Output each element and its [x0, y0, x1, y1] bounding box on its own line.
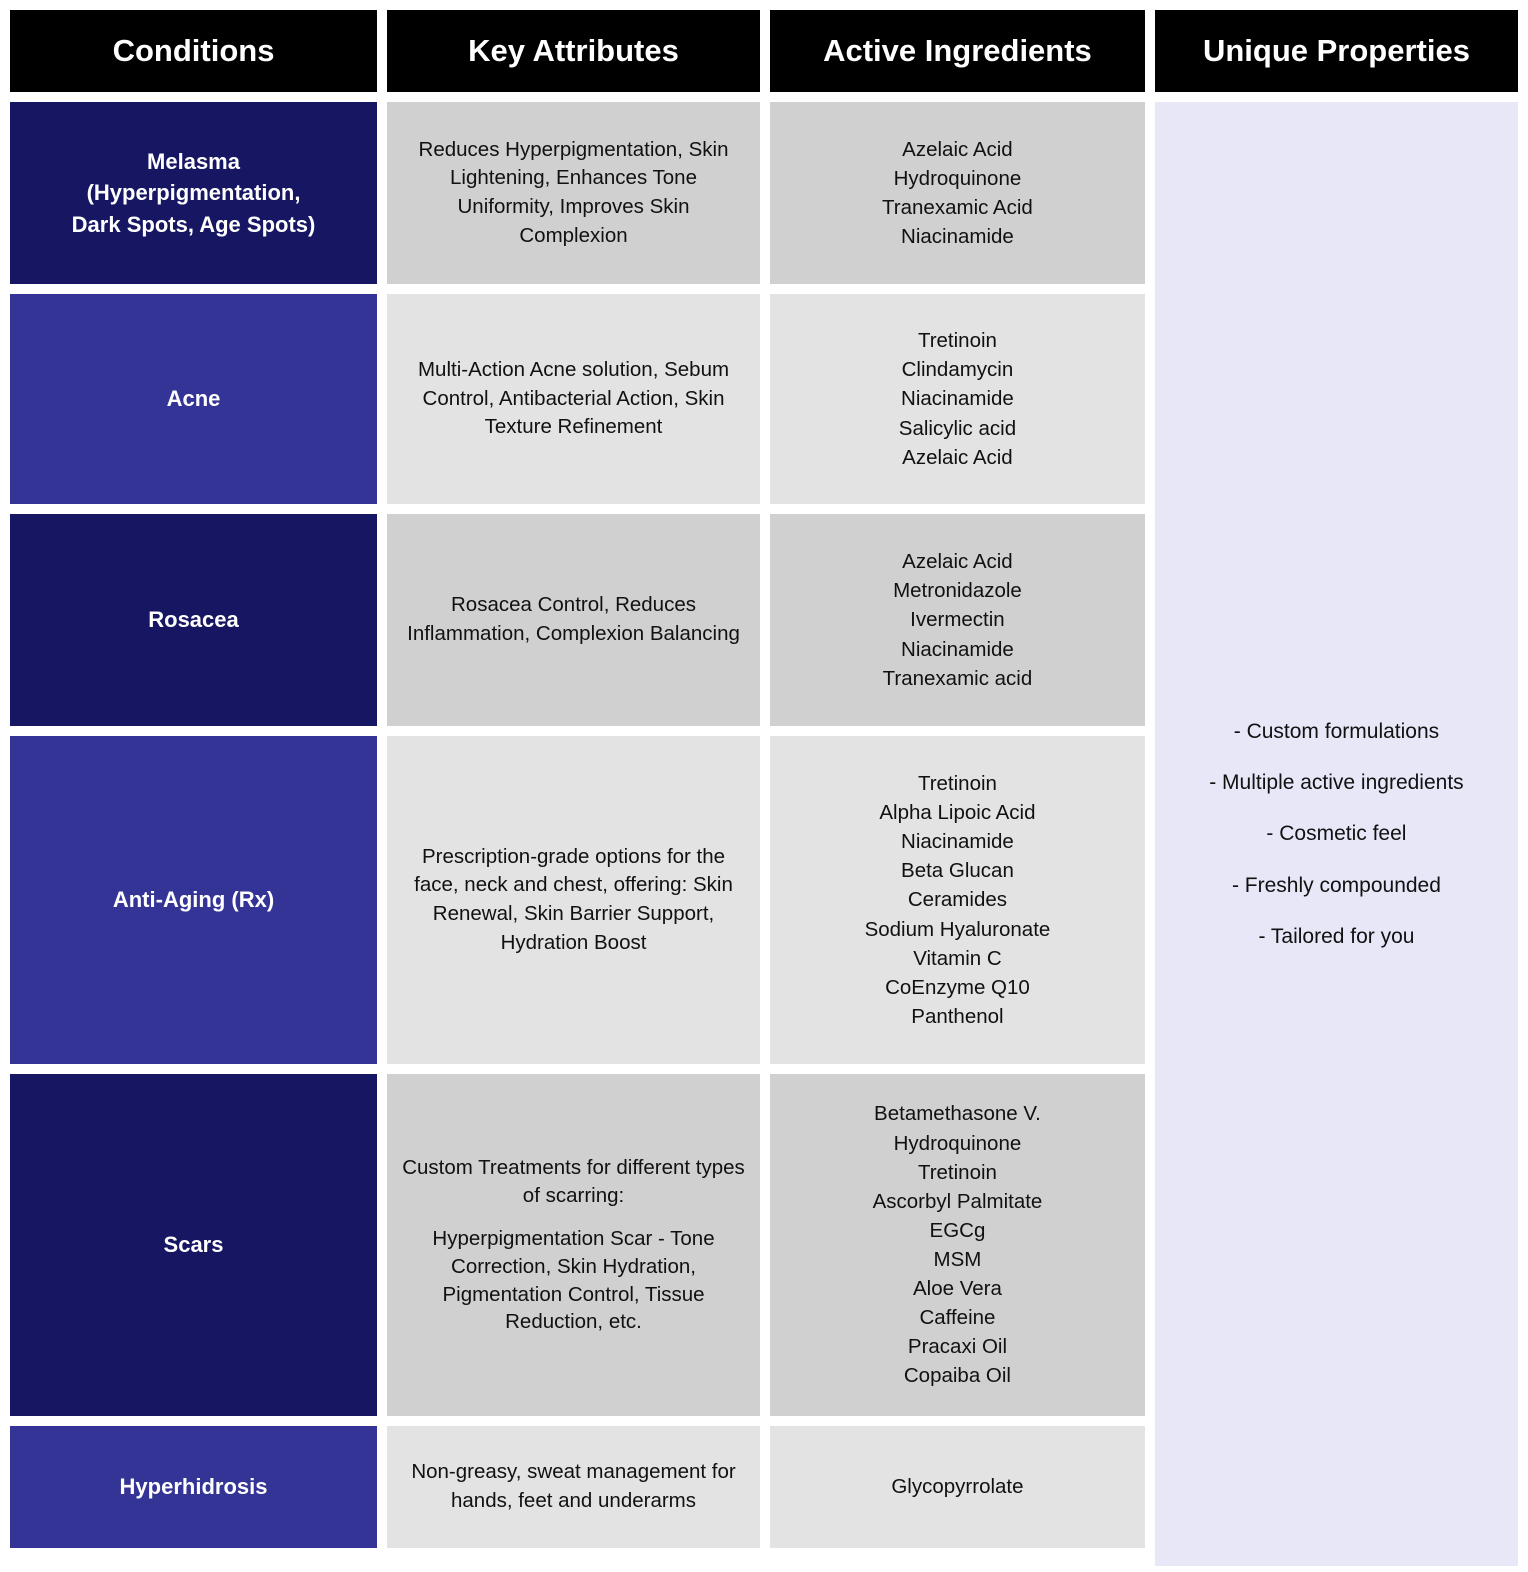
- column-conditions: [10, 10, 377, 1566]
- attributes-cell-melasma: Reduces Hyperpigmentation, Skin Lightening, Enhances Tone Uniformity, Improves Skin Complexion: [387, 102, 760, 284]
- ingredient-item: CoEnzyme Q10: [885, 975, 1030, 999]
- condition-cell-scars: Scars: [10, 1074, 377, 1416]
- ingredient-item: Tretinoin: [917, 772, 997, 795]
- ingredient-item: Panthenol: [911, 1004, 1004, 1028]
- condition-line: (Hyperpigmentation,: [86, 180, 301, 206]
- ingredient-item: Tranexamic Acid: [882, 196, 1033, 219]
- condition-cell-hyperhidrosis: Hyperhidrosis: [10, 1426, 377, 1548]
- ingredient-item: Copaiba Oil: [903, 1364, 1011, 1388]
- unique-property-item: - Multiple active ingredients: [1209, 771, 1464, 795]
- ingredients-cell-anti-aging: [770, 736, 1145, 1064]
- ingredient-item: Metronidazole: [893, 579, 1022, 603]
- ingredients-cell-scars: [770, 1074, 1145, 1416]
- ingredient-item: Niacinamide: [901, 830, 1014, 854]
- unique-property-item: - Freshly compounded: [1231, 873, 1441, 897]
- ingredient-item: Azelaic Acid: [902, 550, 1013, 574]
- unique-property-item: - Custom formulations: [1233, 719, 1440, 743]
- ingredient-item: Niacinamide: [901, 637, 1014, 661]
- ingredients-cell-hyperhidrosis: [770, 1426, 1145, 1548]
- ingredient-item: Clindamycin: [901, 358, 1014, 382]
- unique-property-item: - Tailored for you: [1258, 924, 1415, 948]
- ingredient-item: Niacinamide: [901, 225, 1014, 249]
- ingredient-item: Glycopyrrolate: [891, 1475, 1024, 1499]
- condition-cell-acne: Acne: [10, 294, 377, 504]
- attributes-cell-acne: Multi-Action Acne solution, Sebum Control, Antibacterial Action, Skin Texture Refinement: [387, 294, 760, 504]
- ingredient-item: Tretinoin: [917, 1160, 997, 1184]
- attributes-cell-hyperhidrosis: Non-greasy, sweat management for hands, feet and underarms: [387, 1426, 760, 1548]
- condition-line: Dark Spots, Age Spots): [71, 211, 316, 237]
- ingredient-item: Sodium Hyaluronate: [864, 917, 1051, 941]
- ingredient-item: Alpha Lipoic Acid: [879, 801, 1036, 825]
- header-active-ingredients: Active Ingredients: [770, 10, 1145, 92]
- ingredient-item: Tretinoin: [917, 329, 997, 353]
- unique-property-item: - Cosmetic feel: [1266, 822, 1407, 846]
- ingredients-cell-rosacea: [770, 514, 1145, 726]
- ingredient-item: Ivermectin: [910, 608, 1005, 632]
- unique-properties-panel: [1155, 102, 1518, 1566]
- ingredient-item: Hydroquinone: [893, 1131, 1022, 1155]
- column-key-attributes: [387, 10, 760, 1566]
- attributes-paragraph: Custom Treatments for different types of scarring:: [402, 1155, 745, 1207]
- attributes-paragraph: Hyperpigmentation Scar - Tone Correction, Skin Hydration, Pigmentation Control, Tissue Reduction, etc.: [432, 1227, 715, 1334]
- ingredient-item: Azelaic Acid: [902, 137, 1013, 161]
- ingredient-item: Salicylic acid: [898, 416, 1017, 440]
- ingredient-item: Caffeine: [919, 1306, 996, 1330]
- ingredient-item: Betamethasone V.: [874, 1102, 1041, 1126]
- column-active-ingredients: [770, 10, 1145, 1566]
- condition-cell-melasma: [10, 102, 377, 284]
- ingredient-item: Vitamin C: [913, 946, 1002, 970]
- condition-cell-rosacea: Rosacea: [10, 514, 377, 726]
- ingredients-cell-melasma: [770, 102, 1145, 284]
- attributes-cell-scars: [387, 1074, 760, 1416]
- ingredient-item: Aloe Vera: [912, 1277, 1002, 1301]
- attributes-cell-anti-aging: Prescription-grade options for the face, neck and chest, offering: Skin Renewal, Skin Barrier Support, Hydration Boost: [387, 736, 760, 1064]
- ingredient-item: Beta Glucan: [901, 859, 1014, 883]
- header-conditions: Conditions: [10, 10, 377, 92]
- column-unique-properties: [1155, 10, 1518, 1566]
- ingredient-item: Ceramides: [907, 888, 1007, 912]
- condition-cell-anti-aging: Anti-Aging (Rx): [10, 736, 377, 1064]
- attributes-cell-rosacea: Rosacea Control, Reduces Inflammation, Complexion Balancing: [387, 514, 760, 726]
- ingredient-item: Ascorbyl Palmitate: [872, 1189, 1043, 1213]
- ingredient-item: Niacinamide: [901, 387, 1014, 411]
- ingredient-item: Hydroquinone: [893, 166, 1022, 190]
- ingredient-item: Azelaic Acid: [902, 445, 1013, 469]
- ingredient-item: MSM: [933, 1248, 982, 1271]
- header-unique-properties: Unique Properties: [1155, 10, 1518, 92]
- ingredient-item: EGCg: [929, 1218, 986, 1242]
- header-key-attributes: Key Attributes: [387, 10, 760, 92]
- condition-line: Melasma: [147, 149, 240, 175]
- ingredients-cell-acne: [770, 294, 1145, 504]
- ingredient-item: Pracaxi Oil: [907, 1335, 1007, 1359]
- ingredient-item: Tranexamic acid: [882, 666, 1033, 690]
